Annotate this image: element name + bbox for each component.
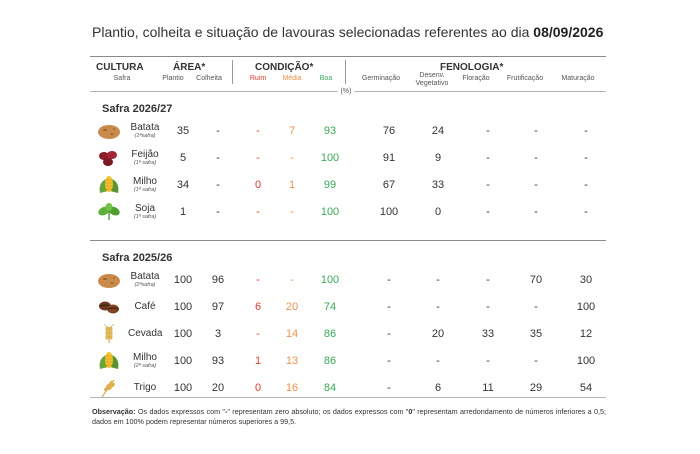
header-separator — [232, 60, 233, 84]
table-cell: - — [290, 152, 294, 164]
note-dash: - — [224, 407, 228, 416]
table-cell: 86 — [323, 355, 337, 367]
table-cell: 0 — [434, 206, 442, 218]
header-desenv-vegetativo — [416, 72, 449, 88]
table-cell: 74 — [323, 301, 337, 313]
bean-icon — [96, 148, 122, 168]
table-cell: 35 — [176, 125, 190, 137]
section-divider — [90, 240, 606, 241]
table-cell: 100 — [320, 274, 340, 286]
crop-name: Batata — [130, 122, 160, 133]
title-date: 08/09/2026 — [533, 24, 604, 40]
crop-label — [128, 204, 162, 220]
table-cell: - — [290, 274, 294, 286]
table-cell: 35 — [529, 328, 543, 340]
header-safra: Safra — [113, 75, 131, 82]
header-media: Média — [282, 75, 302, 82]
title-text: Plantio, colheita e situação de lavouras selecionadas referentes ao dia — [92, 24, 534, 40]
table-cell: 0 — [254, 179, 262, 191]
crop-name: Café — [134, 301, 156, 312]
note-label: Observação: — [92, 407, 136, 416]
table-cell: 30 — [579, 274, 593, 286]
table-cell: 0 — [254, 382, 262, 394]
crop-safra: (1ªsafra) — [134, 133, 156, 139]
table-cell: 16 — [285, 382, 299, 394]
table-cell: - — [534, 206, 538, 218]
table-cell: 96 — [211, 274, 225, 286]
table-cell: - — [290, 206, 294, 218]
table-cell: 1 — [288, 179, 296, 191]
crop-label — [128, 383, 162, 393]
table-cell: 3 — [214, 328, 222, 340]
table-cell: - — [387, 355, 391, 367]
header-separator — [345, 60, 346, 84]
table-cell: 100 — [379, 206, 399, 218]
table-cell: - — [256, 328, 260, 340]
table-cell: 1 — [254, 355, 262, 367]
table-cell: 1 — [179, 206, 187, 218]
table-cell: 86 — [323, 328, 337, 340]
crop-label — [128, 123, 162, 139]
header-boa: Boa — [319, 75, 333, 82]
table-cell: - — [436, 274, 440, 286]
table-cell: - — [216, 152, 220, 164]
table-cell: - — [387, 301, 391, 313]
table-cell: 34 — [176, 179, 190, 191]
table-cell: 20 — [431, 328, 445, 340]
header-area: ÁREA* — [173, 62, 206, 73]
table-cell: - — [256, 274, 260, 286]
potato-icon — [96, 121, 122, 141]
header-ruim: Ruim — [249, 75, 267, 82]
crop-label — [128, 353, 162, 369]
table-cell: 76 — [382, 125, 396, 137]
table-cell: 11 — [482, 382, 494, 394]
table-cell: - — [584, 152, 588, 164]
section-title: Safra 2026/27 — [102, 103, 173, 115]
table-cell: - — [216, 125, 220, 137]
table-cell: - — [534, 152, 538, 164]
note-text-1: Os dados expressos com " — [135, 407, 225, 416]
table-cell: 99 — [323, 179, 337, 191]
table-cell: 97 — [211, 301, 225, 313]
table-cell: - — [486, 355, 490, 367]
crop-name: Milho — [133, 352, 157, 363]
table-cell: 100 — [173, 328, 193, 340]
header-maturacao: Maturação — [561, 75, 595, 82]
table-cell: 7 — [288, 125, 296, 137]
crop-name: Batata — [130, 271, 160, 282]
table-cell: 13 — [285, 355, 299, 367]
crop-safra: (1ª safra) — [133, 187, 157, 193]
corn-icon — [96, 175, 122, 195]
table-cell: 100 — [576, 301, 596, 313]
crop-name: Feijão — [131, 149, 159, 160]
table-cell: 29 — [529, 382, 543, 394]
header-desenv-line2: Vegetativo — [415, 80, 449, 87]
table-cell: - — [486, 206, 490, 218]
coffee-icon — [96, 297, 122, 317]
table-cell: 6 — [434, 382, 442, 394]
crop-name: Milho — [133, 176, 157, 187]
header-cultura: CULTURA — [96, 62, 144, 73]
table-cell: 12 — [579, 328, 593, 340]
corn-icon — [96, 351, 122, 371]
table-cell: 5 — [179, 152, 187, 164]
page-title — [92, 24, 603, 40]
crop-safra: (1ª safra) — [133, 160, 157, 166]
table-cell: - — [256, 125, 260, 137]
header-germinacao: Germinação — [361, 75, 401, 82]
table-cell: - — [436, 301, 440, 313]
header-colheita: Colheita — [196, 75, 222, 82]
crop-label — [128, 302, 162, 312]
table-cell: 84 — [323, 382, 337, 394]
section-title: Safra 2025/26 — [102, 252, 173, 264]
table-cell: 91 — [382, 152, 396, 164]
header-floracao: Floração — [462, 75, 490, 82]
table-cell: - — [387, 382, 391, 394]
table-cell: - — [436, 355, 440, 367]
soybean-icon — [96, 202, 122, 222]
table-cell: 20 — [285, 301, 299, 313]
header-top-rule — [90, 56, 606, 57]
barley-icon — [96, 324, 122, 344]
note-zero: 0 — [408, 407, 413, 416]
header-frutificacao: Frutificação — [506, 75, 544, 82]
table-cell: 9 — [434, 152, 442, 164]
header-fenologia: FENOLOGIA* — [440, 62, 504, 73]
table-cell: 100 — [173, 301, 193, 313]
crop-label — [128, 272, 162, 288]
table-bottom-rule — [90, 397, 606, 398]
table-cell: - — [534, 125, 538, 137]
table-cell: - — [486, 274, 490, 286]
table-cell: 93 — [323, 125, 337, 137]
crop-name: Cevada — [128, 328, 163, 339]
table-cell: 14 — [285, 328, 299, 340]
table-cell: 100 — [576, 355, 596, 367]
note-text-3: " representam arredondamento de números inferiores a 0,5; dados em 100% podem representar números superiores a 99,5. — [92, 407, 606, 426]
crop-safra: (2ª safra) — [133, 363, 157, 369]
table-cell: 100 — [173, 382, 193, 394]
table-cell: - — [486, 301, 490, 313]
table-cell: - — [216, 179, 220, 191]
table-cell: - — [486, 125, 490, 137]
table-cell: 24 — [431, 125, 445, 137]
unit-label: (%) — [338, 88, 355, 96]
table-cell: - — [486, 152, 490, 164]
table-cell: 33 — [431, 179, 445, 191]
table-cell: - — [584, 125, 588, 137]
table-cell: 70 — [529, 274, 543, 286]
crop-label — [128, 150, 162, 166]
note-text-2: " representam zero absoluto; os dados expressos com " — [227, 407, 409, 416]
crop-name: Trigo — [133, 382, 157, 393]
table-cell: 100 — [320, 206, 340, 218]
table-cell: - — [584, 179, 588, 191]
table-cell: - — [534, 179, 538, 191]
table-cell: 100 — [173, 355, 193, 367]
table-cell: - — [256, 206, 260, 218]
table-cell: 100 — [320, 152, 340, 164]
header-condicao: CONDIÇÃO* — [255, 62, 314, 73]
crop-safra: (2ªsafra) — [134, 282, 156, 288]
header-desenv-line1: Desenv. — [419, 72, 445, 79]
observation-note — [92, 407, 606, 427]
crop-name: Soja — [134, 203, 155, 214]
table-cell: - — [256, 152, 260, 164]
header-plantio: Plantio — [162, 75, 184, 82]
crop-label — [128, 329, 162, 339]
potato-icon — [96, 270, 122, 290]
table-cell: 33 — [481, 328, 495, 340]
crop-safra: (1ª safra) — [133, 214, 157, 220]
table-cell: 67 — [382, 179, 396, 191]
table-cell: - — [387, 328, 391, 340]
table-cell: - — [486, 179, 490, 191]
table-cell: - — [387, 274, 391, 286]
crop-label — [128, 177, 162, 193]
table-cell: - — [216, 206, 220, 218]
table-cell: 93 — [211, 355, 225, 367]
table-cell: - — [584, 206, 588, 218]
table-cell: 54 — [579, 382, 593, 394]
table-cell: 100 — [173, 274, 193, 286]
table-cell: 6 — [254, 301, 262, 313]
wheat-icon — [96, 378, 122, 398]
table-cell: - — [534, 355, 538, 367]
table-cell: - — [534, 301, 538, 313]
table-cell: 20 — [211, 382, 225, 394]
